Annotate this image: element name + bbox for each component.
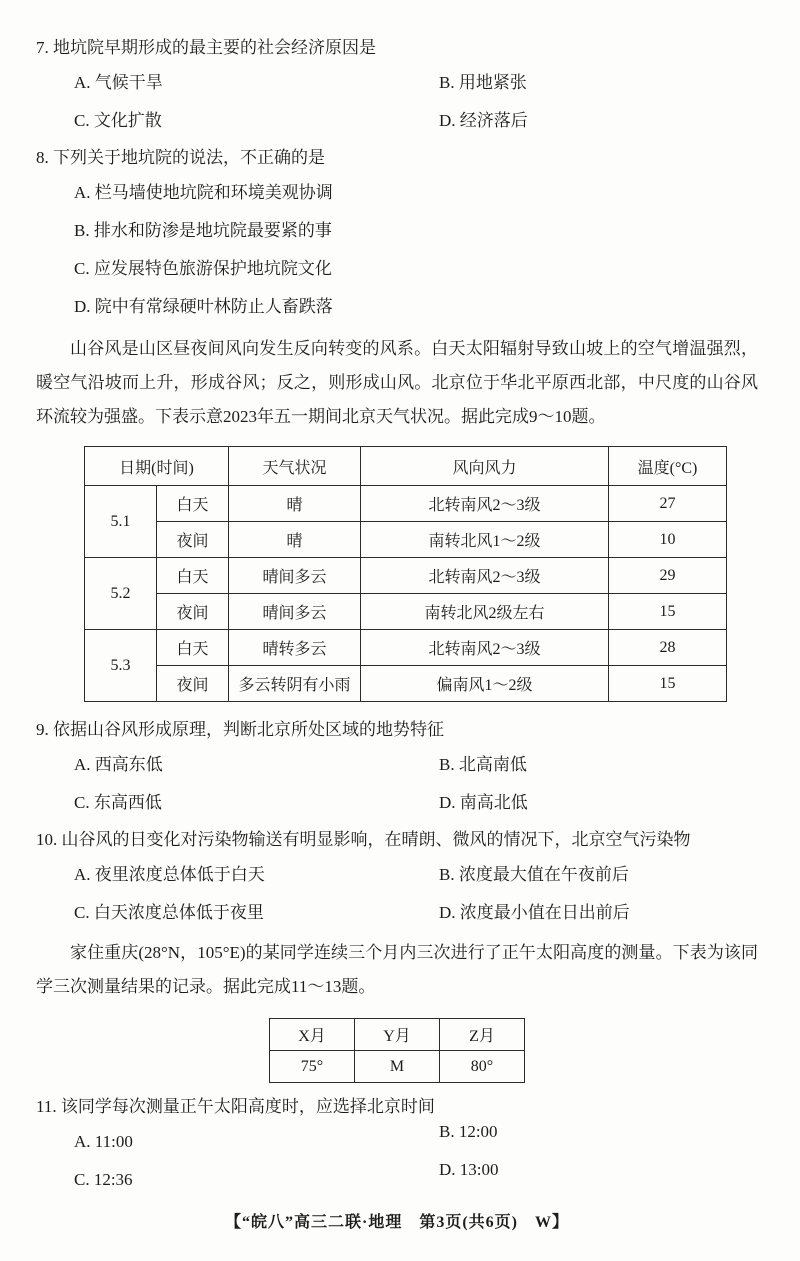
question-7-stem: 7. 地坑院早期形成的最主要的社会经济原因是 [36,38,376,57]
y-month-value: M [355,1051,440,1083]
temp-cell: 15 [609,666,727,702]
question-8-options [36,180,758,320]
table-row [85,486,727,522]
question-7-option-c: C. 文化扩散 [74,111,162,130]
weather-cell: 晴 [229,522,361,558]
weather-cell: 晴 [229,486,361,522]
question-11-option-c: C. 12:36 [74,1170,133,1189]
question-8-option-a: A. 栏马墙使地坑院和环境美观协调 [74,183,333,202]
question-8-option-d: D. 院中有常绿硬叶林防止人畜跌落 [74,297,333,316]
temp-cell: 10 [609,522,727,558]
z-month-value: 80° [440,1051,525,1083]
wind-cell: 北转南风2～3级 [361,558,609,594]
x-month-value: 75° [270,1051,355,1083]
weather-cell: 晴转多云 [229,630,361,666]
time-cell: 白天 [157,486,229,522]
question-11-option-a: A. 11:00 [74,1132,133,1151]
question-10-option-c: C. 白天浓度总体低于夜里 [74,903,264,922]
date-cell: 5.2 [85,558,157,630]
col-header-weather: 天气状况 [229,447,361,486]
temp-cell: 29 [609,558,727,594]
question-11-options [36,1122,758,1193]
question-9-options [36,752,758,816]
question-8-option-c: C. 应发展特色旅游保护地坑院文化 [74,259,332,278]
col-header-y-month: Y月 [355,1019,440,1051]
page-footer: 【“皖八”高三二联·地理 第3页(共6页) W】 [225,1214,569,1231]
temp-cell: 28 [609,630,727,666]
col-header-z-month: Z月 [440,1019,525,1051]
col-header-date-time: 日期(时间) [85,447,229,486]
question-11-stem: 11. 该同学每次测量正午太阳高度时，应选择北京时间 [36,1097,435,1116]
weather-cell: 晴间多云 [229,594,361,630]
table-row [85,522,727,558]
passage-valley-wind: 山谷风是山区昼夜间风向发生反向转变的风系。白天太阳辐射导致山坡上的空气增温强烈，暖空气沿坡而上升，形成谷风；反之，则形成山风。北京位于华北平原西北部，中尺度的山谷风环流较为强盛。下表示意2023年五一期间北京天气状况。据此完成9～10题。 [36,339,758,426]
question-8 [36,144,758,320]
measurement-header-row [270,1019,525,1051]
weather-table-wrap [84,446,758,702]
time-cell: 夜间 [157,522,229,558]
measurement-table-wrap [36,1018,758,1083]
question-11 [36,1093,758,1193]
weather-cell: 多云转阴有小雨 [229,666,361,702]
table-row [85,594,727,630]
col-header-wind: 风向风力 [361,447,609,486]
question-9-option-c: C. 东高西低 [74,793,162,812]
question-10-option-b: B. 浓度最大值在午夜前后 [439,865,629,884]
date-cell: 5.1 [85,486,157,558]
time-cell: 夜间 [157,594,229,630]
question-8-option-b: B. 排水和防渗是地坑院最要紧的事 [74,221,332,240]
wind-cell: 南转北风1～2级 [361,522,609,558]
time-cell: 白天 [157,558,229,594]
question-10-option-a: A. 夜里浓度总体低于白天 [74,865,265,884]
question-7-option-d: D. 经济落后 [439,111,528,130]
wind-cell: 北转南风2～3级 [361,486,609,522]
question-10-options [36,862,758,926]
temp-cell: 15 [609,594,727,630]
question-9-option-a: A. 西高东低 [74,755,163,774]
weather-table [84,446,727,702]
wind-cell: 偏南风1～2级 [361,666,609,702]
question-7-options [36,70,758,134]
question-11-option-d: D. 13:00 [439,1160,499,1179]
question-9-option-d: D. 南高北低 [439,793,528,812]
question-9-option-b: B. 北高南低 [439,755,527,774]
question-11-option-b: B. 12:00 [439,1122,498,1141]
table-row [85,630,727,666]
temp-cell: 27 [609,486,727,522]
question-7-option-b: B. 用地紧张 [439,73,527,92]
question-8-stem: 8. 下列关于地坑院的说法，不正确的是 [36,148,325,167]
col-header-x-month: X月 [270,1019,355,1051]
question-10-stem: 10. 山谷风的日变化对污染物输送有明显影响，在晴朗、微风的情况下，北京空气污染物 [36,830,691,849]
measurement-table [269,1018,525,1083]
question-10-option-d: D. 浓度最小值在日出前后 [439,903,630,922]
weather-cell: 晴间多云 [229,558,361,594]
col-header-temp: 温度(°C) [609,447,727,486]
wind-cell: 南转北风2级左右 [361,594,609,630]
question-10 [36,826,758,926]
time-cell: 夜间 [157,666,229,702]
question-9 [36,716,758,816]
passage-sun-altitude: 家住重庆(28°N，105°E)的某同学连续三个月内三次进行了正午太阳高度的测量。下表为该同学三次测量结果的记录。据此完成11～13题。 [36,943,758,996]
question-7-option-a: A. 气候干旱 [74,73,163,92]
table-row [85,558,727,594]
table-row [85,666,727,702]
weather-table-header-row [85,447,727,486]
wind-cell: 北转南风2～3级 [361,630,609,666]
question-7 [36,34,758,134]
question-9-stem: 9. 依据山谷风形成原理，判断北京所处区域的地势特征 [36,720,444,739]
date-cell: 5.3 [85,630,157,702]
measurement-value-row [270,1051,525,1083]
time-cell: 白天 [157,630,229,666]
